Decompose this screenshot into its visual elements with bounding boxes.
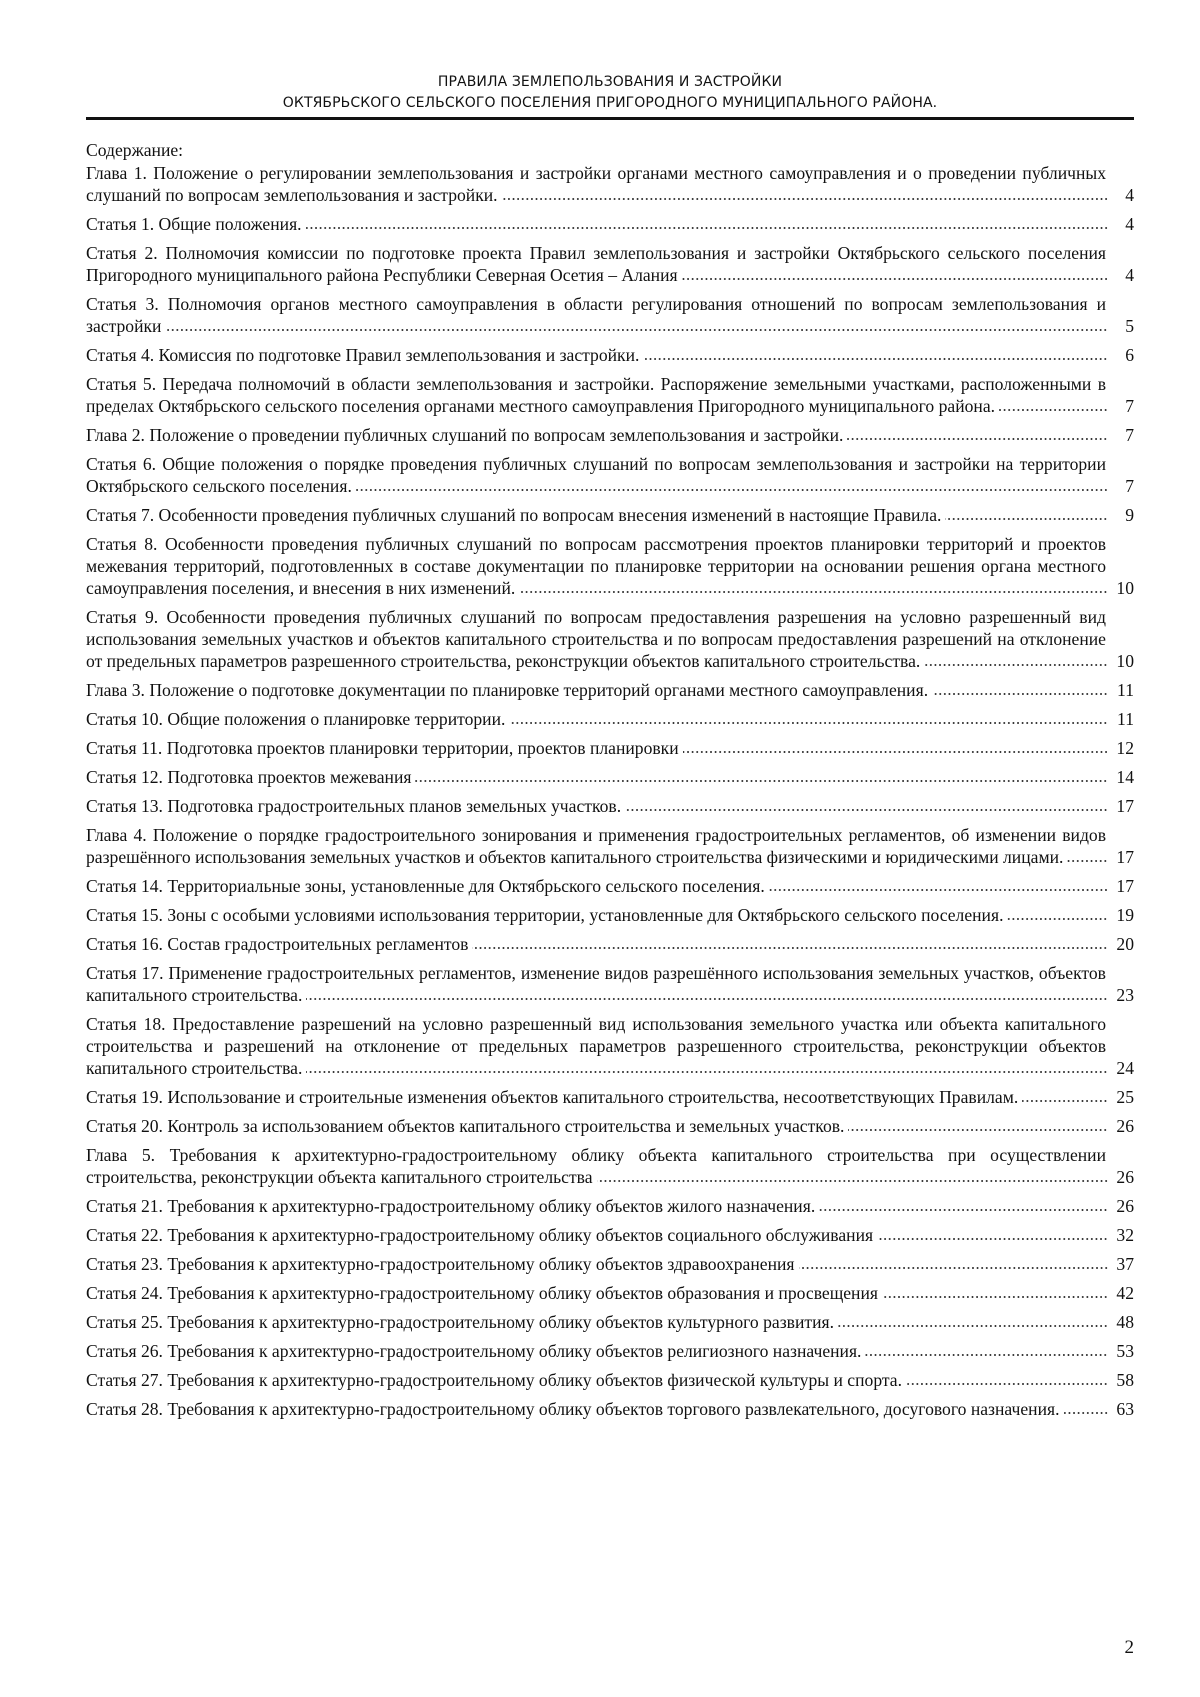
toc-entry[interactable] — [86, 933, 1134, 955]
toc-leader-dots — [877, 1236, 1108, 1242]
toc-entry-title: Статья 15. Зоны с особыми условиями использования территории, установленные для Октябрьского сельского поселения. — [86, 905, 1004, 925]
toc-entry[interactable] — [86, 1282, 1134, 1304]
toc-entry[interactable] — [86, 453, 1134, 497]
toc-entry[interactable] — [86, 606, 1134, 672]
toc-entry-page: 17 — [1116, 876, 1134, 896]
toc-entry[interactable] — [86, 162, 1134, 206]
toc-entry-page: 17 — [1116, 847, 1134, 867]
toc-entry-title: Статья 5. Передача полномочий в области землепользования и застройки. Распоряжение земельными участками, расположенными в пределах Октябрьского сельского поселения органами местного самоуправления Пригородного муниципального района. — [86, 374, 1106, 416]
toc-entry-title: Статья 18. Предоставление разрешений на условно разрешенный вид использования земельного участка или объекта капитального строительства и разрешений на отклонение от предельных параметров разрешенного строительства, реконструкции объектов капитального строительства. — [86, 1014, 1106, 1078]
toc-entry[interactable] — [86, 293, 1134, 337]
toc-entry[interactable] — [86, 1195, 1134, 1217]
toc-leader-dots — [932, 691, 1108, 697]
toc-entry[interactable] — [86, 504, 1134, 526]
toc-entry-page: 7 — [1125, 396, 1134, 416]
toc-entry[interactable] — [86, 1398, 1134, 1420]
toc-entry-page: 6 — [1125, 345, 1134, 365]
toc-entry-page: 37 — [1116, 1254, 1134, 1274]
toc-entry[interactable] — [86, 737, 1134, 759]
toc-leader-dots — [1007, 916, 1108, 922]
toc-entry-page: 14 — [1116, 767, 1134, 787]
toc-leader-dots — [165, 327, 1108, 333]
toc-leader-dots — [682, 276, 1108, 282]
toc-leader-dots — [597, 1178, 1108, 1184]
toc-entry-page: 9 — [1125, 505, 1134, 525]
toc-entry-title: Статья 28. Требования к архитектурно-градостроительному облику объектов торгового развлекательного, досугового назначения. — [86, 1399, 1060, 1419]
toc-entry-title: Глава 2. Положение о проведении публичных слушаний по вопросам землепользования и застройки. — [86, 425, 844, 445]
toc-entry-page: 53 — [1116, 1341, 1134, 1361]
toc-entry-title: Статья 1. Общие положения. — [86, 214, 302, 234]
toc-leader-dots — [906, 1381, 1108, 1387]
toc-entry-title: Статья 14. Территориальные зоны, установленные для Октябрьского сельского поселения. — [86, 876, 765, 896]
toc-entry[interactable] — [86, 875, 1134, 897]
toc-entry[interactable] — [86, 1013, 1134, 1079]
toc-entry[interactable] — [86, 242, 1134, 286]
toc-entry[interactable] — [86, 1224, 1134, 1246]
toc-entry[interactable] — [86, 213, 1134, 235]
toc-entry-page: 25 — [1116, 1087, 1134, 1107]
toc-entry-title: Статья 13. Подготовка градостроительных планов земельных участков. — [86, 796, 622, 816]
table-of-contents — [86, 139, 1134, 1427]
toc-leader-dots — [847, 436, 1108, 442]
toc-entry-page: 4 — [1125, 214, 1134, 234]
toc-entry-title: Статья 25. Требования к архитектурно-градостроительному облику объектов культурного развития. — [86, 1312, 834, 1332]
toc-entry[interactable] — [86, 1253, 1134, 1275]
toc-entry-title: Статья 22. Требования к архитектурно-градостроительному облику объектов социального обслуживания — [86, 1225, 874, 1245]
toc-entry[interactable] — [86, 824, 1134, 868]
toc-entry[interactable] — [86, 344, 1134, 366]
toc-entry-page: 26 — [1116, 1116, 1134, 1136]
toc-entry-title: Статья 7. Особенности проведения публичных слушаний по вопросам внесения изменений в настоящие Правила. — [86, 505, 942, 525]
toc-entry-title: Глава 4. Положение о порядке градостроительного зонирования и применения градостроительных регламентов, об изменении видов разрешённого использования земельных участков и объектов капитального строительства физическими и юридическими лицами. — [86, 825, 1106, 867]
toc-entry-page: 17 — [1116, 796, 1134, 816]
header-title-line-2: ОКТЯБРЬСКОГО СЕЛЬСКОГО ПОСЕЛЕНИЯ ПРИГОРОДНОГО МУНИЦИПАЛЬНОГО РАЙОНА. — [282, 95, 938, 111]
toc-entry-title: Статья 19. Использование и строительные изменения объектов капитального строительства, несоответствующих Правилам. — [86, 1087, 1019, 1107]
toc-leader-dots — [769, 887, 1108, 893]
toc-leader-dots — [848, 1127, 1108, 1133]
toc-entry-page: 7 — [1125, 476, 1134, 496]
toc-leader-dots — [865, 1352, 1108, 1358]
toc-entry-page: 58 — [1116, 1370, 1134, 1390]
page-number: 2 — [1124, 1637, 1134, 1658]
toc-entry-page: 63 — [1116, 1399, 1134, 1419]
toc-entry[interactable] — [86, 904, 1134, 926]
toc-entry-page: 11 — [1117, 680, 1134, 700]
toc-entry-title: Статья 20. Контроль за использованием объектов капитального строительства и земельных участков. — [86, 1116, 845, 1136]
toc-entry[interactable] — [86, 373, 1134, 417]
toc-entry-page: 42 — [1116, 1283, 1134, 1303]
toc-leader-dots — [306, 996, 1108, 1002]
toc-entry-page: 4 — [1125, 265, 1134, 285]
toc-leader-dots — [415, 778, 1108, 784]
toc-entry-title: Статья 21. Требования к архитектурно-градостроительному облику объектов жилого назначения. — [86, 1196, 816, 1216]
toc-entry-title: Статья 17. Применение градостроительных регламентов, изменение видов разрешённого использования земельных участков, объектов капитального строительства. — [86, 963, 1106, 1005]
toc-entry-title: Статья 4. Комиссия по подготовке Правил землепользования и застройки. — [86, 345, 640, 365]
toc-entry-title: Статья 9. Особенности проведения публичных слушаний по вопросам предоставления разрешения на условно разрешенный вид использования земельных участков и объектов капитального строительства и по вопросам предоставления разрешений на отклонение от предельных параметров разрешенного строительства, реконструкции объектов капитального строительства. — [86, 607, 1106, 671]
toc-leader-dots — [1067, 858, 1108, 864]
header-title-line-1: ПРАВИЛА ЗЕМЛЕПОЛЬЗОВАНИЯ И ЗАСТРОЙКИ — [437, 74, 783, 90]
toc-entry-title: Статья 16. Состав градостроительных регламентов — [86, 934, 469, 954]
toc-entry-title: Статья 23. Требования к архитектурно-градостроительному облику объектов здравоохранения — [86, 1254, 795, 1274]
toc-entry-page: 20 — [1116, 934, 1134, 954]
toc-entry-page: 32 — [1116, 1225, 1134, 1245]
toc-heading: Содержание: — [86, 140, 184, 160]
toc-leader-dots — [924, 662, 1108, 668]
toc-entry-title: Глава 3. Положение о подготовке документации по планировке территорий органами местного самоуправления. — [86, 680, 929, 700]
toc-entry-page: 10 — [1116, 578, 1134, 598]
toc-entry-page: 10 — [1116, 651, 1134, 671]
toc-entry[interactable] — [86, 1340, 1134, 1362]
document-header — [86, 72, 1134, 114]
toc-entry-title: Статья 3. Полномочия органов местного самоуправления в области регулирования отношений по вопросам землепользования и застройки — [86, 294, 1106, 336]
toc-entry-title: Статья 10. Общие положения о планировке территории. — [86, 709, 506, 729]
toc-leader-dots — [999, 407, 1108, 413]
toc-entry[interactable] — [86, 424, 1134, 446]
toc-entry[interactable] — [86, 795, 1134, 817]
toc-entry[interactable] — [86, 708, 1134, 730]
toc-entry[interactable] — [86, 1311, 1134, 1333]
toc-entry-title: Статья 8. Особенности проведения публичных слушаний по вопросам рассмотрения проектов планировки территорий и проектов межевания территорий, подготовленных в составе документации по планировке территории на основании решения органа местного самоуправления поселения, и внесения в них изменений. — [86, 534, 1106, 598]
toc-leader-dots — [519, 589, 1108, 595]
header-rule — [86, 117, 1134, 120]
toc-entry-title: Статья 24. Требования к архитектурно-градостроительному облику объектов образования и просвещения — [86, 1283, 878, 1303]
toc-entry-page: 48 — [1116, 1312, 1134, 1332]
toc-leader-dots — [683, 749, 1108, 755]
toc-entry-title: Глава 1. Положение о регулировании землепользования и застройки органами местного самоуправления и о проведении публичных слушаний по вопросам землепользования и застройки. — [86, 163, 1106, 205]
toc-entry[interactable] — [86, 1369, 1134, 1391]
toc-entry[interactable] — [86, 533, 1134, 599]
toc-entry-page: 19 — [1116, 905, 1134, 925]
toc-leader-dots — [306, 225, 1108, 231]
toc-leader-dots — [502, 196, 1108, 202]
toc-entry[interactable] — [86, 1086, 1134, 1108]
toc-entry-page: 23 — [1116, 985, 1134, 1005]
toc-entry-page: 11 — [1117, 709, 1134, 729]
toc-leader-dots — [643, 356, 1108, 362]
toc-leader-dots — [472, 945, 1108, 951]
toc-entry-page: 4 — [1125, 185, 1134, 205]
toc-entry[interactable] — [86, 766, 1134, 788]
toc-entry[interactable] — [86, 679, 1134, 701]
toc-leader-dots — [799, 1265, 1109, 1271]
toc-leader-dots — [838, 1323, 1108, 1329]
toc-entry-page: 26 — [1116, 1167, 1134, 1187]
toc-entry-title: Статья 2. Полномочия комиссии по подготовке проекта Правил землепользования и застройки Октябрьского сельского поселения Пригородного муниципального района Республики Северная Осетия – Алания — [86, 243, 1106, 285]
toc-leader-dots — [945, 516, 1108, 522]
toc-entry-page: 7 — [1125, 425, 1134, 445]
toc-entry-title: Статья 27. Требования к архитектурно-градостроительному облику объектов физической культуры и спорта. — [86, 1370, 903, 1390]
toc-entry-page: 5 — [1125, 316, 1134, 336]
toc-entry-title: Глава 5. Требования к архитектурно-градостроительному облику объекта капитального строительства при осуществлении строительства, реконструкции объекта капитального строительства — [86, 1145, 1106, 1187]
toc-entry[interactable] — [86, 1144, 1134, 1188]
toc-leader-dots — [356, 487, 1108, 493]
toc-leader-dots — [306, 1069, 1108, 1075]
toc-entry-title: Статья 26. Требования к архитектурно-градостроительному облику объектов религиозного назначения. — [86, 1341, 862, 1361]
toc-leader-dots — [882, 1294, 1108, 1300]
toc-entry[interactable] — [86, 1115, 1134, 1137]
toc-leader-dots — [509, 720, 1108, 726]
toc-entry-page: 24 — [1116, 1058, 1134, 1078]
toc-entry[interactable] — [86, 962, 1134, 1006]
toc-entries — [86, 162, 1134, 1420]
toc-entry-title: Статья 11. Подготовка проектов планировки территории, проектов планировки — [86, 738, 679, 758]
toc-entry-title: Статья 6. Общие положения о порядке проведения публичных слушаний по вопросам землепользования и застройки на территории Октябрьского сельского поселения. — [86, 454, 1106, 496]
toc-leader-dots — [1064, 1410, 1108, 1416]
toc-entry-page: 12 — [1116, 738, 1134, 758]
toc-entry-page: 26 — [1116, 1196, 1134, 1216]
toc-leader-dots — [819, 1207, 1108, 1213]
toc-leader-dots — [1022, 1098, 1108, 1104]
toc-entry-title: Статья 12. Подготовка проектов межевания — [86, 767, 412, 787]
toc-leader-dots — [625, 807, 1108, 813]
